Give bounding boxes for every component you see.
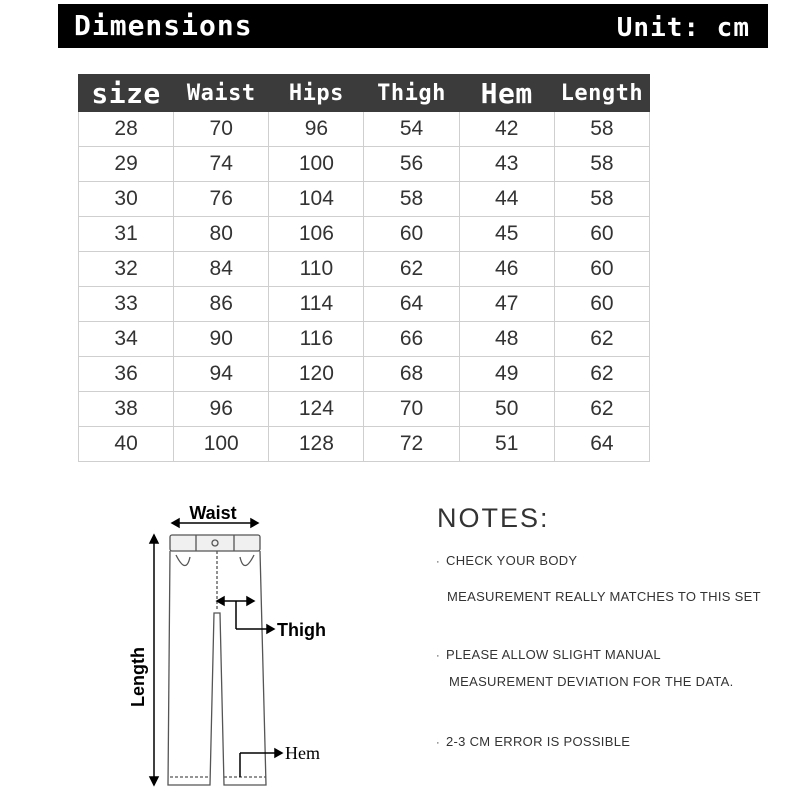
- table-row: [79, 357, 650, 392]
- column-header-size: size: [79, 75, 174, 112]
- table-cell-size: 28: [79, 112, 174, 147]
- note-line-2: MEASUREMENT REALLY MATCHES TO THIS SET: [447, 589, 761, 604]
- table-cell-size: 29: [79, 147, 174, 182]
- column-header-hem: Hem: [459, 75, 554, 112]
- table-cell-size: 31: [79, 217, 174, 252]
- table-cell-thigh: 60: [364, 217, 459, 252]
- table-cell-hips: 100: [269, 147, 364, 182]
- table-cell-length: 60: [554, 217, 649, 252]
- table-row: [79, 112, 650, 147]
- bullet-icon: ·: [436, 556, 440, 568]
- thigh-arrow-icon: [217, 597, 274, 633]
- table-cell-length: 60: [554, 252, 649, 287]
- table-cell-hem: 51: [459, 427, 554, 462]
- table-cell-hem: 44: [459, 182, 554, 217]
- table-cell-hips: 106: [269, 217, 364, 252]
- column-header-waist: Waist: [174, 75, 269, 112]
- table-cell-length: 58: [554, 182, 649, 217]
- table-cell-hem: 49: [459, 357, 554, 392]
- table-cell-hips: 124: [269, 392, 364, 427]
- table-cell-hips: 114: [269, 287, 364, 322]
- table-cell-size: 34: [79, 322, 174, 357]
- bullet-icon: ·: [436, 737, 440, 749]
- table-cell-waist: 76: [174, 182, 269, 217]
- table-row: [79, 182, 650, 217]
- note-3: [436, 734, 630, 749]
- length-label: Length: [128, 647, 148, 707]
- table-body: [79, 112, 650, 462]
- table-cell-waist: 74: [174, 147, 269, 182]
- table-cell-length: 60: [554, 287, 649, 322]
- table-cell-waist: 96: [174, 392, 269, 427]
- table-cell-waist: 90: [174, 322, 269, 357]
- table-cell-hem: 50: [459, 392, 554, 427]
- table-cell-size: 32: [79, 252, 174, 287]
- table-cell-hips: 96: [269, 112, 364, 147]
- table-row: [79, 392, 650, 427]
- table-cell-hem: 47: [459, 287, 554, 322]
- size-table: [78, 74, 650, 462]
- table-cell-size: 36: [79, 357, 174, 392]
- table-cell-thigh: 56: [364, 147, 459, 182]
- hem-label: Hem: [285, 743, 320, 763]
- table-cell-size: 40: [79, 427, 174, 462]
- header-bar: [58, 4, 768, 48]
- note-line-5: 2-3 CM ERROR IS POSSIBLE: [446, 734, 631, 749]
- table-cell-thigh: 66: [364, 322, 459, 357]
- table-cell-size: 30: [79, 182, 174, 217]
- bullet-icon: ·: [436, 650, 440, 662]
- table-cell-hips: 104: [269, 182, 364, 217]
- table-cell-thigh: 58: [364, 182, 459, 217]
- table-cell-length: 62: [554, 392, 649, 427]
- table-header-row: [79, 75, 650, 112]
- table-cell-waist: 80: [174, 217, 269, 252]
- table-row: [79, 427, 650, 462]
- table-cell-length: 58: [554, 147, 649, 182]
- table-cell-thigh: 62: [364, 252, 459, 287]
- table-cell-hem: 48: [459, 322, 554, 357]
- table-cell-thigh: 70: [364, 392, 459, 427]
- column-header-hips: Hips: [269, 75, 364, 112]
- table-cell-hips: 120: [269, 357, 364, 392]
- column-header-length: Length: [554, 75, 649, 112]
- table-cell-length: 62: [554, 322, 649, 357]
- table-cell-hem: 46: [459, 252, 554, 287]
- jeans-outline-icon: [168, 535, 266, 785]
- table-row: [79, 322, 650, 357]
- column-header-thigh: Thigh: [364, 75, 459, 112]
- table-cell-waist: 100: [174, 427, 269, 462]
- note-line-4: MEASUREMENT DEVIATION FOR THE DATA.: [449, 674, 734, 689]
- table-cell-waist: 86: [174, 287, 269, 322]
- header-title: Dimensions: [74, 9, 253, 42]
- table-cell-waist: 94: [174, 357, 269, 392]
- table-row: [79, 287, 650, 322]
- table-row: [79, 252, 650, 287]
- note-line-3: PLEASE ALLOW SLIGHT MANUAL: [446, 647, 661, 662]
- waist-label: Waist: [189, 503, 237, 523]
- table-cell-thigh: 72: [364, 427, 459, 462]
- hem-arrow-icon: [240, 749, 282, 777]
- table-cell-thigh: 64: [364, 287, 459, 322]
- table-cell-hips: 116: [269, 322, 364, 357]
- table-cell-hem: 42: [459, 112, 554, 147]
- thigh-label: Thigh: [277, 620, 326, 640]
- table-cell-hips: 110: [269, 252, 364, 287]
- jeans-diagram: [90, 495, 350, 795]
- table-cell-thigh: 68: [364, 357, 459, 392]
- table-cell-length: 62: [554, 357, 649, 392]
- length-arrow-icon: [150, 535, 158, 785]
- table-cell-hem: 45: [459, 217, 554, 252]
- table-cell-length: 58: [554, 112, 649, 147]
- table-cell-thigh: 54: [364, 112, 459, 147]
- table-cell-waist: 84: [174, 252, 269, 287]
- table-row: [79, 217, 650, 252]
- table-cell-length: 64: [554, 427, 649, 462]
- table-row: [79, 147, 650, 182]
- table-cell-hem: 43: [459, 147, 554, 182]
- unit-label: Unit: cm: [616, 13, 750, 43]
- table-cell-hips: 128: [269, 427, 364, 462]
- table-cell-size: 38: [79, 392, 174, 427]
- note-line-1: CHECK YOUR BODY: [446, 553, 578, 568]
- table-cell-size: 33: [79, 287, 174, 322]
- note-2: [436, 647, 661, 662]
- notes-title: NOTES:: [437, 503, 550, 533]
- table-cell-waist: 70: [174, 112, 269, 147]
- note-1: [436, 553, 577, 568]
